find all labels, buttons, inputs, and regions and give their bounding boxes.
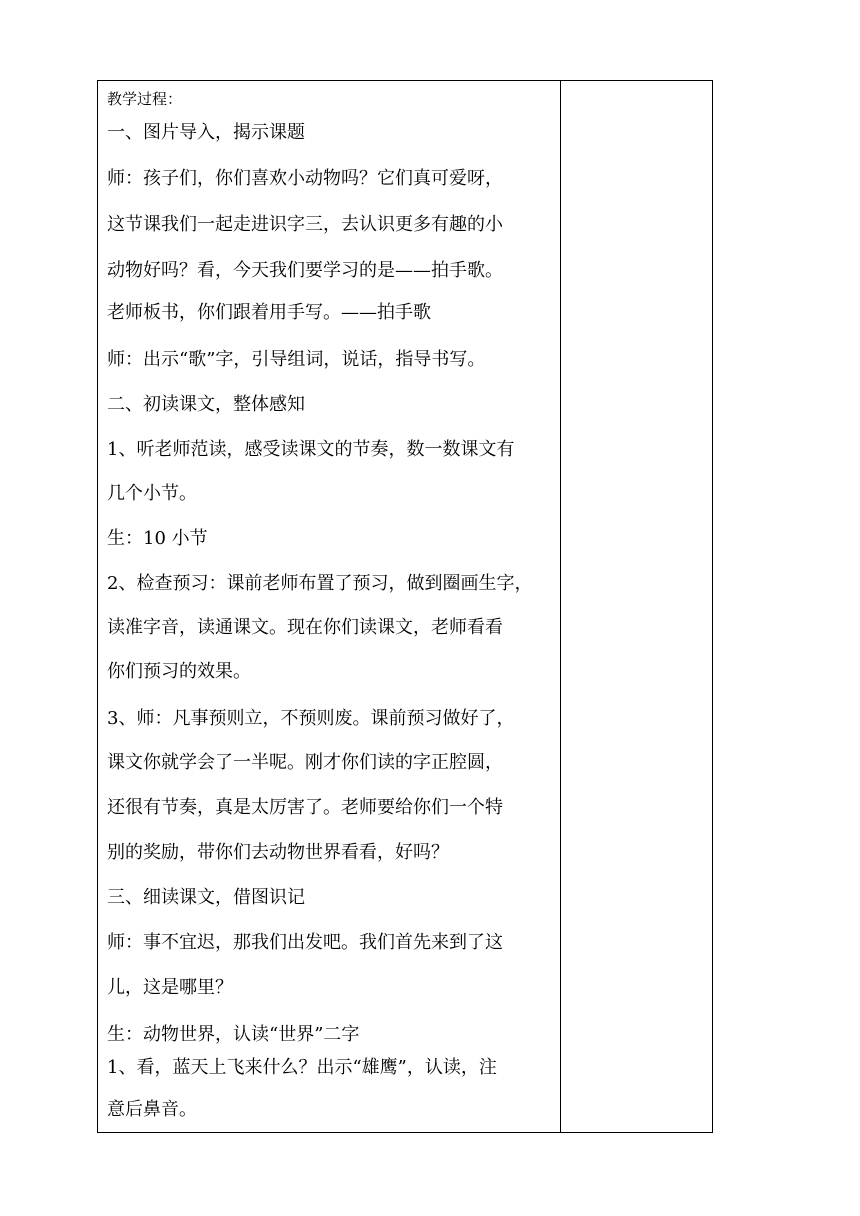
- paragraph-line: 生：10 小节: [107, 528, 208, 549]
- paragraph-line: 读准字音，读通课文。现在你们读课文，老师看看: [107, 617, 503, 638]
- section-heading-2: 二、初读课文，整体感知: [107, 394, 305, 415]
- paragraph-line: 这节课我们一起走进识字三，去认识更多有趣的小: [107, 214, 503, 235]
- lesson-table: [97, 80, 713, 1133]
- paragraph-line: 师：事不宜迟，那我们出发吧。我们首先来到了这: [107, 932, 503, 953]
- paragraph-line: 几个小节。: [107, 483, 197, 504]
- paragraph-line: 1、看，蓝天上飞来什么？出示“雄鹰”，认读，注: [107, 1057, 497, 1078]
- paragraph-line: 生：动物世界，认读“世界”二字: [107, 1024, 360, 1045]
- paragraph-line: 师：孩子们，你们喜欢小动物吗？它们真可爱呀，: [107, 168, 503, 189]
- paragraph-line: 1、听老师范读，感受读课文的节奏，数一数课文有: [107, 439, 515, 460]
- paragraph-line: 2、检查预习：课前老师布置了预习，做到圈画生字，: [107, 573, 533, 594]
- paragraph-line: 老师板书，你们跟着用手写。——拍手歌: [107, 302, 431, 323]
- section-heading-3: 三、细读课文，借图识记: [107, 887, 305, 908]
- paragraph-line: 师：出示“歌”字，引导组词，说话，指导书写。: [107, 349, 486, 370]
- paragraph-line: 课文你就学会了一半呢。刚才你们读的字正腔圆，: [107, 752, 503, 773]
- notes-column: [561, 81, 712, 1132]
- paragraph-line: 3、师：凡事预则立，不预则废。课前预习做好了，: [107, 708, 515, 729]
- section-heading-1: 一、图片导入，揭示课题: [107, 122, 305, 143]
- process-heading: 教学过程：: [107, 90, 183, 108]
- paragraph-line: 儿，这是哪里？: [107, 977, 233, 998]
- paragraph-line: 别的奖励，带你们去动物世界看看，好吗？: [107, 842, 449, 863]
- paragraph-line: 意后鼻音。: [107, 1099, 197, 1120]
- paragraph-line: 你们预习的效果。: [107, 661, 251, 682]
- paragraph-line: 还很有节奏，真是太厉害了。老师要给你们一个特: [107, 797, 503, 818]
- paragraph-line: 动物好吗？看，今天我们要学习的是——拍手歌。: [107, 260, 503, 281]
